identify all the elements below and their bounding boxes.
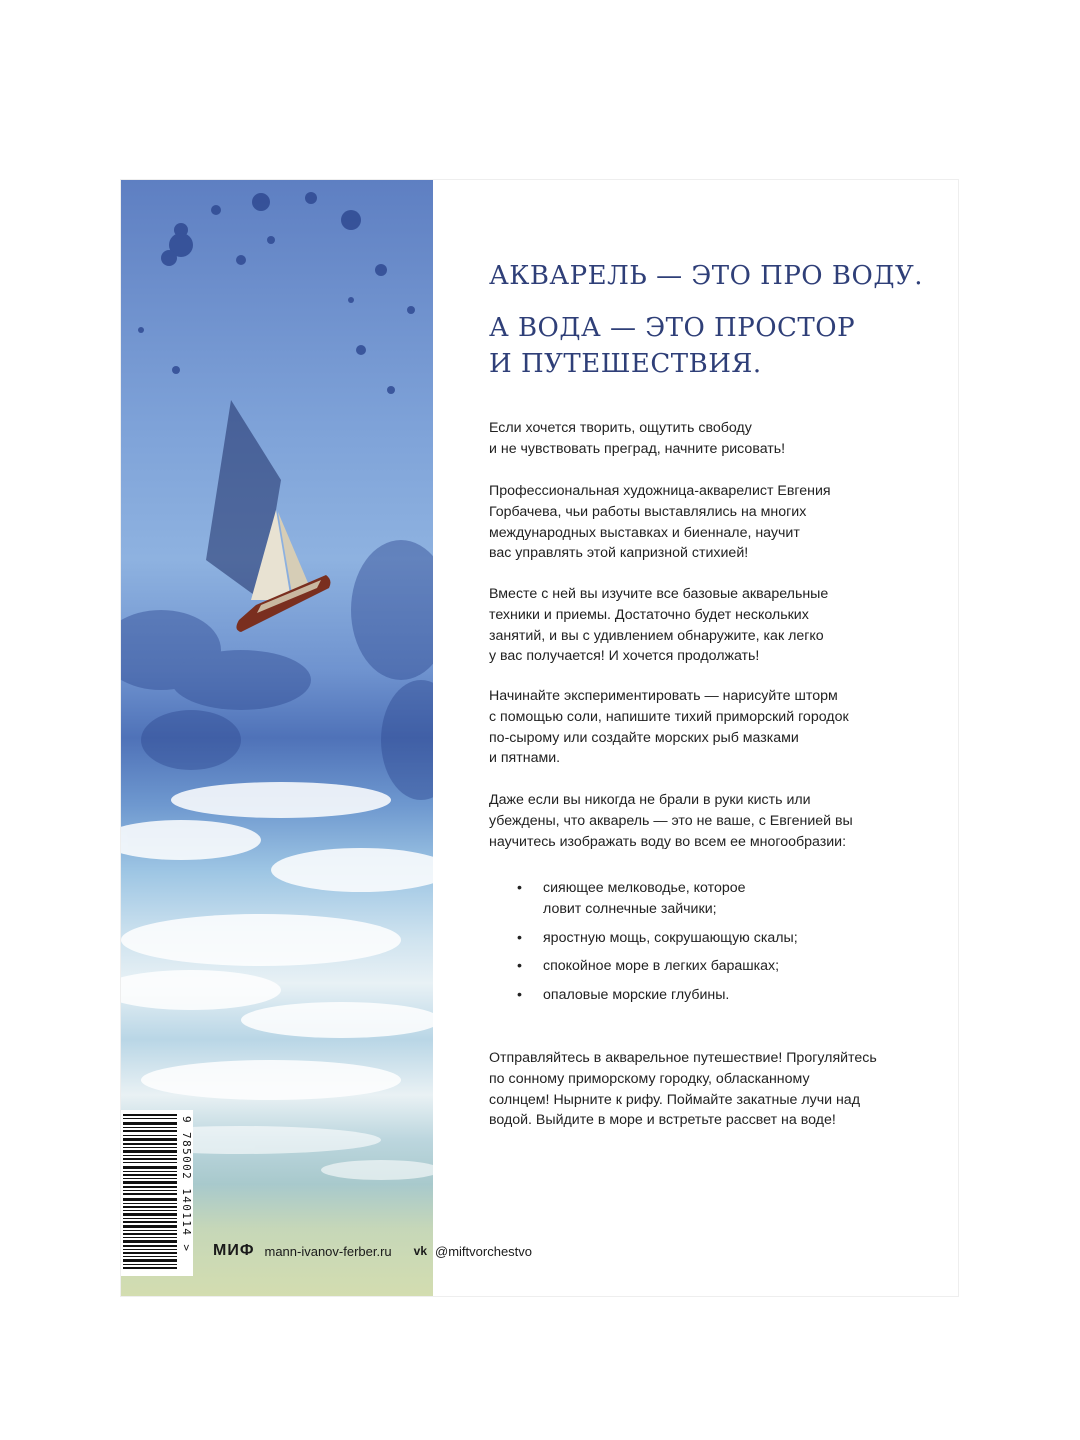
bullet-marker: • [517,880,522,896]
publisher-footer [213,1240,532,1262]
paragraph-techniques [489,584,889,667]
text-line: Вместе с ней вы изучите все базовые акварельные [489,586,829,602]
vk-icon: vk [413,1244,428,1258]
text-line: и пятнами. [489,750,561,767]
headline-line-1: АКВАРЕЛЬ — ЭТО ПРО ВОДУ. [489,261,924,291]
text-line: Горбачева, чьи работы выставлялись на многих [489,503,807,520]
headline-line-2b: И ПУТЕШЕСТВИЯ. [489,349,762,379]
headline-line-2 [489,310,929,382]
paragraph-author [489,481,889,564]
list-item [489,878,889,920]
barcode-bars [121,1110,179,1276]
publisher-logo: МИФ [213,1242,255,1259]
text-line: солнцем! Нырните к рифу. Поймайте закатные лучи над [489,1091,860,1108]
list-item [489,956,889,977]
text-line: по сонному приморскому городку, обласканному [489,1070,810,1087]
text-line: занятий, и вы с удивлением обнаружите, как легко [489,627,824,644]
list-item [489,985,889,1006]
text-line: техники и приемы. Достаточно будет нескольких [489,606,809,623]
paragraph-intro [489,418,889,460]
bullet-marker: • [517,958,522,975]
bullet-marker: • [517,929,522,946]
paragraph-journey [489,1048,889,1131]
paragraph-variety [489,790,889,852]
bullet-list [489,878,889,1014]
text-line: ловит солнечные зайчики; [543,900,717,917]
isbn-digits: 9 785002 140114 > [180,1116,193,1253]
text-line: убеждены, что акварель — это не ваше, с Евгенией вы [489,812,853,829]
text-line: международных выставках и биеннале, научит [489,524,800,541]
text-line: и не чувствовать преград, начните рисовать! [489,440,786,457]
text-line: Отправляйтесь в акварельное путешествие! Прогуляйтесь [489,1050,877,1066]
text-line: вас управлять этой капризной стихией! [489,545,749,562]
text-line: по-сырому или создайте морских рыб мазками [489,729,799,746]
book-back-cover [121,180,958,1296]
text-line: водой. Выйдите в море и встретьте рассвет на воде! [489,1112,836,1129]
text-line: с помощью соли, напишите тихий приморский городок [489,708,849,725]
text-line: Если хочется творить, ощутить свободу [489,420,752,436]
text-line: Профессиональная художница-акварелист Евгения [489,483,831,499]
text-line: опаловые морские глубины. [543,987,730,1004]
publisher-website-link[interactable]: mann-ivanov-ferber.ru [264,1243,392,1259]
text-line: у вас получается! И хочется продолжать! [489,648,760,665]
text-line: Даже если вы никогда не брали в руки кисть или [489,792,811,808]
isbn-barcode [121,1110,193,1276]
bullet-marker: • [517,987,522,1004]
paragraph-experiment [489,686,889,769]
list-item [489,928,889,949]
text-line: научитесь изображать воду во всем ее многообразии: [489,833,847,850]
headline-line-2a: А ВОДА — ЭТО ПРОСТОР [489,313,856,343]
text-line: спокойное море в легких барашках; [543,958,780,975]
social-handle-link[interactable]: @miftvorchestvo [435,1243,533,1259]
back-cover-text [489,180,929,1296]
text-line: яростную мощь, сокрушающую скалы; [543,929,798,946]
text-line: сияющее мелководье, которое [543,880,746,896]
watercolor-sea-illustration [121,180,433,1296]
text-line: Начинайте экспериментировать — нарисуйте шторм [489,688,838,704]
